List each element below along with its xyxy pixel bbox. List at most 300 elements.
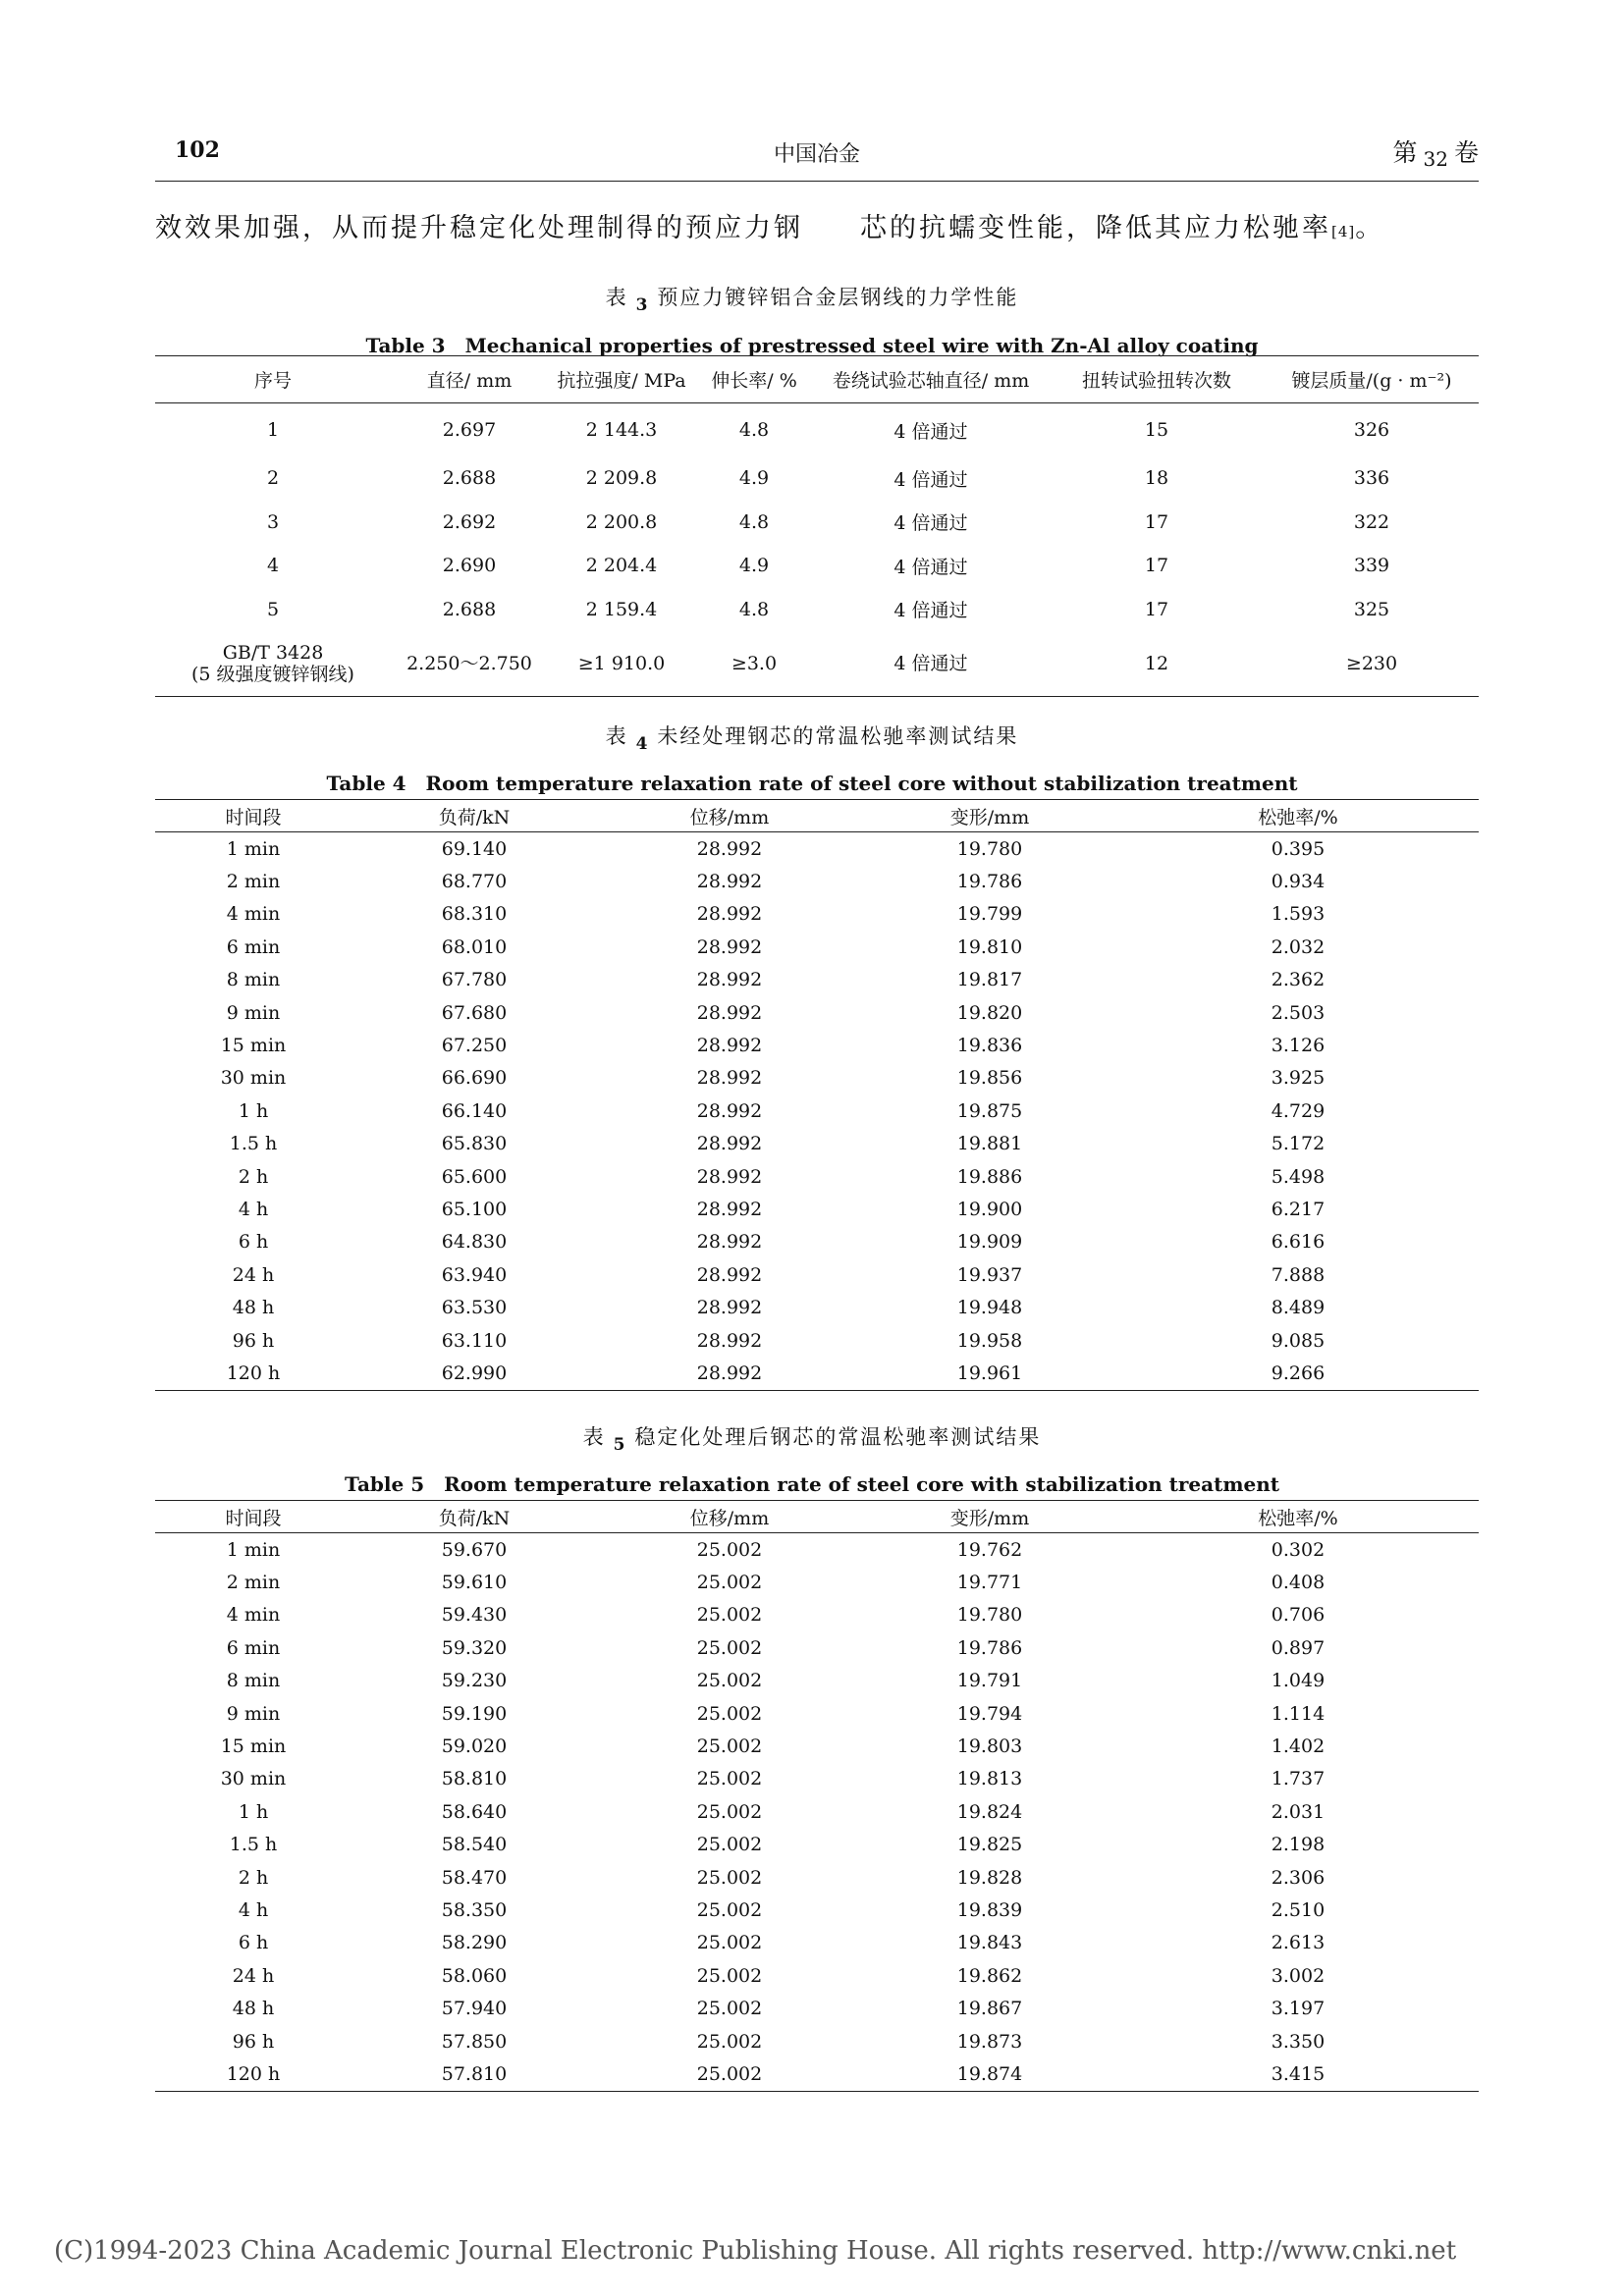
- table5-cell: 58.540: [441, 1834, 508, 1856]
- table4-cell: 19.817: [956, 969, 1023, 991]
- table3-standard-label-line1: GB/T 3428: [222, 642, 324, 664]
- table3-row: [155, 403, 1479, 457]
- table3-title-cn: 预应力镀锌铝合金层钢线的力学性能: [657, 286, 1019, 309]
- table5-row: [155, 1566, 1479, 1598]
- table4-row: [155, 1357, 1479, 1390]
- table5-cell: 0.302: [1271, 1538, 1326, 1561]
- table3-caption-cn: [0, 282, 1624, 315]
- table5-cell: 25.002: [696, 1670, 763, 1692]
- table3-cell: 4.8: [738, 419, 770, 441]
- table4-cell: 19.780: [956, 837, 1023, 860]
- table4-cell: 19.909: [956, 1231, 1023, 1254]
- table3-row: [155, 544, 1479, 588]
- table5-row: [155, 1992, 1479, 2024]
- table5-cell: 25.002: [696, 1768, 763, 1790]
- table3-header-cell: 直径/ mm: [391, 356, 548, 403]
- table4-cell: 19.948: [956, 1297, 1023, 1319]
- table5-title-cn: 稳定化处理后钢芯的常温松驰率测试结果: [634, 1425, 1042, 1449]
- table5-cell: 58.290: [441, 1932, 508, 1954]
- table4-cell: 6.217: [1271, 1198, 1326, 1220]
- table5-header-cell: 时间段: [155, 1501, 352, 1533]
- table5-row: [155, 1730, 1479, 1762]
- table5-row: [155, 1599, 1479, 1631]
- table4-cell: 19.856: [956, 1067, 1023, 1090]
- table5-cell: 25.002: [696, 1998, 763, 2020]
- table3-cell: 2 144.3: [585, 419, 658, 441]
- body-text-part2: 芯的抗蠕变性能，降低其应力松驰率: [860, 213, 1331, 243]
- table3-cell: 322: [1353, 510, 1390, 533]
- table4-cell: 24 h: [232, 1263, 275, 1286]
- table5-cell: 25.002: [696, 1735, 763, 1758]
- table5-cell: 25.002: [696, 2062, 763, 2085]
- table4-row: [155, 1193, 1479, 1225]
- table4-cell: 69.140: [441, 837, 508, 860]
- table4-row: [155, 898, 1479, 931]
- table5-cell: 19.762: [956, 1538, 1023, 1561]
- table5-row: [155, 1894, 1479, 1926]
- table4-cell: 19.820: [956, 1001, 1023, 1024]
- table3-cell: 4.8: [738, 510, 770, 533]
- table4-row: [155, 931, 1479, 963]
- page-header: [155, 137, 1479, 182]
- table5-cell: 19.873: [956, 2030, 1023, 2053]
- table4-cell: 6.616: [1271, 1231, 1326, 1254]
- table5-row: [155, 1631, 1479, 1664]
- table5-cell: 3.415: [1271, 2062, 1326, 2085]
- table5-cell: 59.230: [441, 1670, 508, 1692]
- table4-cell: 2.362: [1271, 969, 1326, 991]
- table5-cell: 3.197: [1271, 1998, 1326, 2020]
- table4-header-cell: 松弛率/%: [1117, 800, 1479, 832]
- table5-cell: 58.350: [441, 1898, 508, 1921]
- table5-row: [155, 1697, 1479, 1730]
- table4-cell: 9.266: [1271, 1362, 1326, 1384]
- table4-cell: 0.934: [1271, 871, 1326, 893]
- table5-cell: 9 min: [226, 1702, 281, 1725]
- table4-cell: 63.940: [441, 1263, 508, 1286]
- table5-cell: 59.610: [441, 1572, 508, 1594]
- table3-cell: 17: [1144, 555, 1169, 577]
- table4-cell: 28.992: [696, 1231, 763, 1254]
- table3: [155, 355, 1479, 697]
- table4-row: [155, 1226, 1479, 1258]
- table5-header-cell: 负荷/kN: [352, 1501, 597, 1533]
- table4-title-cn: 未经处理钢芯的常温松驰率测试结果: [657, 724, 1019, 748]
- table5-cell: 1 h: [238, 1800, 269, 1823]
- table5-cell: 58.640: [441, 1800, 508, 1823]
- table5-cell: 57.810: [441, 2062, 508, 2085]
- table5-cell: 25.002: [696, 1800, 763, 1823]
- table5-cell: 4 min: [226, 1604, 281, 1627]
- table4-header-row: [155, 800, 1479, 832]
- page-number: 102: [175, 137, 220, 163]
- table4-cell: 19.886: [956, 1165, 1023, 1188]
- table3-cell: 4: [266, 555, 280, 577]
- table3-cell: 2.690: [442, 555, 497, 577]
- table5-cell: 25.002: [696, 1834, 763, 1856]
- table5-header-cell: 位移/mm: [597, 1501, 862, 1533]
- volume-suffix: 卷: [1453, 138, 1479, 167]
- table3-cell: 17: [1144, 598, 1169, 620]
- table4-cell: 19.958: [956, 1329, 1023, 1352]
- table4-cell: 28.992: [696, 935, 763, 958]
- table5-cell: 1.114: [1271, 1702, 1326, 1725]
- table5: [155, 1500, 1479, 2092]
- table5-cell: 19.803: [956, 1735, 1023, 1758]
- table5-cell: 2.031: [1271, 1800, 1326, 1823]
- table3-cell: 4 倍通过: [893, 512, 968, 535]
- table4-cell: 6 min: [226, 935, 281, 958]
- table4-cell: 65.830: [441, 1133, 508, 1155]
- table5-cell: 59.020: [441, 1735, 508, 1758]
- table3-header-cell: 镀层质量/(g · m⁻²): [1265, 356, 1479, 403]
- table3-cell: 4 倍通过: [893, 556, 968, 578]
- table4-cell: 8.489: [1271, 1297, 1326, 1319]
- table5-cell: 25.002: [696, 1932, 763, 1954]
- table4-row: [155, 1029, 1479, 1061]
- table4-row: [155, 1291, 1479, 1323]
- table4-row: [155, 1258, 1479, 1291]
- table3-header-cell: 扭转试验扭转次数: [1049, 356, 1265, 403]
- table3-cell: 15: [1144, 419, 1169, 441]
- table3-header-cell: 伸长率/ %: [695, 356, 813, 403]
- table3-standard-row: [155, 631, 1479, 697]
- table3-number: 3: [635, 295, 650, 315]
- table5-cell: 0.706: [1271, 1604, 1326, 1627]
- table4: [155, 799, 1479, 1391]
- volume-label: [1393, 133, 1479, 169]
- table4-row: [155, 832, 1479, 866]
- table3-cell: 325: [1353, 598, 1390, 620]
- table3-cell: 2 159.4: [585, 598, 658, 620]
- table5-cell: 19.791: [956, 1670, 1023, 1692]
- table5-cell: 6 min: [226, 1636, 281, 1659]
- table5-cell: 24 h: [232, 1964, 275, 1987]
- table4-cell: 28.992: [696, 1329, 763, 1352]
- table5-row: [155, 2057, 1479, 2091]
- table4-cell: 28.992: [696, 1099, 763, 1122]
- table4-cell: 19.900: [956, 1198, 1023, 1220]
- table4-cell: 68.310: [441, 903, 508, 926]
- table4-cell: 28.992: [696, 1067, 763, 1090]
- table5-cell: 19.794: [956, 1702, 1023, 1725]
- table5-cell: 19.825: [956, 1834, 1023, 1856]
- table4-cell: 3.126: [1271, 1035, 1326, 1057]
- table5-cell: 6 h: [238, 1932, 269, 1954]
- table3-row: [155, 456, 1479, 501]
- table4-cell: 67.250: [441, 1035, 508, 1057]
- table3-caption-en: Table 3 Mechanical properties of prestressed steel wire with Zn-Al alloy coating: [365, 334, 1259, 357]
- table4-cell: 65.600: [441, 1165, 508, 1188]
- table4-row: [155, 1324, 1479, 1357]
- table5-cell: 1 min: [226, 1538, 281, 1561]
- table5-cell: 59.670: [441, 1538, 508, 1561]
- table4-cell: 8 min: [226, 969, 281, 991]
- table4-cell: 2.503: [1271, 1001, 1326, 1024]
- table3-cell: 17: [1144, 510, 1169, 533]
- table3-cell: 4.9: [738, 555, 770, 577]
- table4-cell: 66.140: [441, 1099, 508, 1122]
- table4-row: [155, 996, 1479, 1029]
- table5-row: [155, 1861, 1479, 1894]
- table4-cell: 28.992: [696, 903, 763, 926]
- table5-cell: 3.002: [1271, 1964, 1326, 1987]
- table3-cell: 2 209.8: [585, 467, 658, 490]
- table3-cell: 2 200.8: [585, 510, 658, 533]
- table5-cell: 25.002: [696, 1866, 763, 1889]
- table4-cell: 28.992: [696, 871, 763, 893]
- table4-caption-cn: [0, 721, 1624, 754]
- table3-cell: 5: [266, 598, 280, 620]
- table4-cell: 19.786: [956, 871, 1023, 893]
- table4-header-cell: 负荷/kN: [352, 800, 597, 832]
- volume-number: 32: [1423, 147, 1448, 171]
- table3-cell: ≥3.0: [731, 653, 778, 674]
- table4-cell: 63.530: [441, 1297, 508, 1319]
- table4-cell: 66.690: [441, 1067, 508, 1090]
- table5-cell: 3.350: [1271, 2030, 1326, 2053]
- table3-cell: 4 倍通过: [893, 420, 968, 443]
- table3-cell: ≥230: [1345, 653, 1398, 674]
- table5-row: [155, 1533, 1479, 1567]
- table3-cell: 3: [266, 510, 280, 533]
- table4-cell: 28.992: [696, 1133, 763, 1155]
- table3-cell: 2.250～2.750: [406, 653, 532, 674]
- table4-cell: 9.085: [1271, 1329, 1326, 1352]
- table5-cell: 19.867: [956, 1998, 1023, 2020]
- table4-cell: 68.770: [441, 871, 508, 893]
- table5-cell: 1.402: [1271, 1735, 1326, 1758]
- table4-caption-prefix: 表: [605, 724, 628, 748]
- table5-cell: 2 h: [238, 1866, 269, 1889]
- table4-cell: 4.729: [1271, 1099, 1326, 1122]
- table5-cell: 120 h: [226, 2062, 281, 2085]
- table4-cell: 120 h: [226, 1362, 281, 1384]
- table4-cell: 67.780: [441, 969, 508, 991]
- table4-cell: 65.100: [441, 1198, 508, 1220]
- table5-row: [155, 1829, 1479, 1861]
- table4-cell: 9 min: [226, 1001, 281, 1024]
- table5-cell: 1.737: [1271, 1768, 1326, 1790]
- table5-cell: 25.002: [696, 1636, 763, 1659]
- table4-cell: 68.010: [441, 935, 508, 958]
- table5-row: [155, 1959, 1479, 1992]
- table4-cell: 4 min: [226, 903, 281, 926]
- table4-row: [155, 1062, 1479, 1095]
- table3-cell: 2: [266, 467, 280, 490]
- table4-cell: 19.961: [956, 1362, 1023, 1384]
- table4-cell: 63.110: [441, 1329, 508, 1352]
- table4-cell: 19.937: [956, 1263, 1023, 1286]
- table5-cell: 25.002: [696, 1964, 763, 1987]
- table3-cell: ≥1 910.0: [577, 653, 666, 674]
- table5-cell: 25.002: [696, 1702, 763, 1725]
- table4-cell: 19.875: [956, 1099, 1023, 1122]
- table4-cell: 3.925: [1271, 1067, 1326, 1090]
- table4-cell: 4 h: [238, 1198, 269, 1220]
- table5-cell: 2 min: [226, 1572, 281, 1594]
- table5-cell: 19.780: [956, 1604, 1023, 1627]
- table5-header-row: [155, 1501, 1479, 1533]
- table5-row: [155, 2025, 1479, 2057]
- table5-cell: 19.824: [956, 1800, 1023, 1823]
- table5-row: [155, 1763, 1479, 1795]
- table5-cell: 30 min: [220, 1768, 287, 1790]
- table4-row: [155, 964, 1479, 996]
- table4-cell: 28.992: [696, 969, 763, 991]
- table3-cell: 336: [1353, 467, 1390, 490]
- table3-cell: 4 倍通过: [893, 468, 968, 491]
- table5-cell: 8 min: [226, 1670, 281, 1692]
- table3-cell: 4.9: [738, 467, 770, 490]
- table4-cell: 1 h: [238, 1099, 269, 1122]
- table5-cell: 25.002: [696, 2030, 763, 2053]
- body-text-part3: 。: [1355, 213, 1385, 243]
- table5-cell: 57.850: [441, 2030, 508, 2053]
- table4-cell: 64.830: [441, 1231, 508, 1254]
- table4-cell: 28.992: [696, 1035, 763, 1057]
- table4-cell: 30 min: [220, 1067, 287, 1090]
- table4-cell: 96 h: [232, 1329, 275, 1352]
- table4-cell: 28.992: [696, 1263, 763, 1286]
- table5-cell: 1.049: [1271, 1670, 1326, 1692]
- table3-cell: 2.692: [442, 510, 497, 533]
- table4-cell: 48 h: [232, 1297, 275, 1319]
- table3-cell: 1: [266, 419, 280, 441]
- copyright-footer: (C)1994-2023 China Academic Journal Electronic Publishing House. All rights reserved. http://www.cnki.net: [54, 2236, 1457, 2266]
- table3-standard-label: [155, 631, 391, 697]
- table4-cell: 62.990: [441, 1362, 508, 1384]
- table4-cell: 28.992: [696, 1362, 763, 1384]
- table4-cell: 28.992: [696, 1198, 763, 1220]
- table5-cell: 59.320: [441, 1636, 508, 1659]
- table3-cell: 4.8: [738, 598, 770, 620]
- table5-cell: 19.813: [956, 1768, 1023, 1790]
- table5-cell: 0.408: [1271, 1572, 1326, 1594]
- table3-cell: 2.688: [442, 467, 497, 490]
- volume-prefix: 第: [1392, 138, 1418, 167]
- table4-row: [155, 865, 1479, 897]
- table5-cell: 25.002: [696, 1538, 763, 1561]
- table3-header-cell: 序号: [155, 356, 391, 403]
- table5-cell: 1.5 h: [229, 1834, 278, 1856]
- table4-cell: 1 min: [226, 837, 281, 860]
- table3-cell: 2 204.4: [585, 555, 658, 577]
- citation-ref: [4]: [1331, 223, 1356, 240]
- table4-caption-en: Table 4 Room temperature relaxation rate of steel core without stabilization treatment: [326, 772, 1298, 795]
- table5-cell: 2.510: [1271, 1898, 1326, 1921]
- table4-cell: 5.172: [1271, 1133, 1326, 1155]
- table4-cell: 5.498: [1271, 1165, 1326, 1188]
- table5-cell: 19.874: [956, 2062, 1023, 2085]
- table4-cell: 28.992: [696, 1001, 763, 1024]
- table4-cell: 2 min: [226, 871, 281, 893]
- table5-cell: 4 h: [238, 1898, 269, 1921]
- table4-row: [155, 1160, 1479, 1193]
- table4-row: [155, 1128, 1479, 1160]
- table5-row: [155, 1927, 1479, 1959]
- table5-row: [155, 1795, 1479, 1828]
- table5-cell: 15 min: [220, 1735, 287, 1758]
- table5-cell: 57.940: [441, 1998, 508, 2020]
- table4-header-cell: 时间段: [155, 800, 352, 832]
- table3-header-cell: 卷绕试验芯轴直径/ mm: [813, 356, 1049, 403]
- table4-cell: 6 h: [238, 1231, 269, 1254]
- table5-cell: 19.843: [956, 1932, 1023, 1954]
- table5-cell: 19.862: [956, 1964, 1023, 1987]
- table5-cell: 96 h: [232, 2030, 275, 2053]
- table5-cell: 19.839: [956, 1898, 1023, 1921]
- table5-caption-prefix: 表: [582, 1425, 606, 1449]
- table3-cell: 12: [1144, 653, 1169, 674]
- table5-cell: 58.470: [441, 1866, 508, 1889]
- table3-cell: 4 倍通过: [893, 600, 968, 622]
- table3-cell: 2.688: [442, 598, 497, 620]
- table5-cell: 0.897: [1271, 1636, 1326, 1659]
- table3-cell: 18: [1144, 467, 1169, 490]
- table4-header-cell: 位移/mm: [597, 800, 862, 832]
- table5-cell: 2.613: [1271, 1932, 1326, 1954]
- table3-cell: 339: [1353, 555, 1390, 577]
- table4-cell: 19.881: [956, 1133, 1023, 1155]
- table4-cell: 0.395: [1271, 837, 1326, 860]
- table3-cell: 326: [1353, 419, 1390, 441]
- table5-caption-en: Table 5 Room temperature relaxation rate of steel core with stabilization treatment: [345, 1472, 1279, 1496]
- table5-caption-cn: [0, 1421, 1624, 1455]
- table5-cell: 19.771: [956, 1572, 1023, 1594]
- table3-caption-prefix: 表: [605, 286, 628, 309]
- table5-row: [155, 1665, 1479, 1697]
- body-paragraph: [155, 206, 1479, 244]
- table3-cell: 4 倍通过: [893, 653, 968, 674]
- body-text-part1: 效效果加强，从而提升稳定化处理制得的预应力钢: [155, 213, 803, 243]
- table4-cell: 19.836: [956, 1035, 1023, 1057]
- table3-row: [155, 501, 1479, 545]
- table5-header-cell: 变形/mm: [862, 1501, 1117, 1533]
- journal-name: 中国冶金: [773, 142, 860, 167]
- table5-cell: 59.430: [441, 1604, 508, 1627]
- table4-cell: 2 h: [238, 1165, 269, 1188]
- table5-cell: 25.002: [696, 1604, 763, 1627]
- table4-cell: 19.799: [956, 903, 1023, 926]
- table4-number: 4: [635, 734, 650, 754]
- table4-row: [155, 1095, 1479, 1127]
- table5-cell: 19.828: [956, 1866, 1023, 1889]
- table4-header-cell: 变形/mm: [862, 800, 1117, 832]
- table4-cell: 28.992: [696, 837, 763, 860]
- table4-cell: 15 min: [220, 1035, 287, 1057]
- table4-cell: 2.032: [1271, 935, 1326, 958]
- table5-cell: 25.002: [696, 1572, 763, 1594]
- table4-cell: 28.992: [696, 1297, 763, 1319]
- table5-cell: 58.810: [441, 1768, 508, 1790]
- table5-cell: 19.786: [956, 1636, 1023, 1659]
- table3-cell: 2.697: [442, 419, 497, 441]
- table5-cell: 59.190: [441, 1702, 508, 1725]
- table4-cell: 19.810: [956, 935, 1023, 958]
- table3-row: [155, 588, 1479, 632]
- table5-cell: 2.198: [1271, 1834, 1326, 1856]
- table3-header-row: [155, 356, 1479, 403]
- table5-cell: 58.060: [441, 1964, 508, 1987]
- table5-cell: 48 h: [232, 1998, 275, 2020]
- table3-standard-label-line2: (5 级强度镀锌钢线): [191, 664, 354, 685]
- table5-cell: 25.002: [696, 1898, 763, 1921]
- table5-cell: 2.306: [1271, 1866, 1326, 1889]
- table4-cell: 67.680: [441, 1001, 508, 1024]
- table5-number: 5: [613, 1435, 627, 1455]
- table3-header-cell: 抗拉强度/ MPa: [548, 356, 695, 403]
